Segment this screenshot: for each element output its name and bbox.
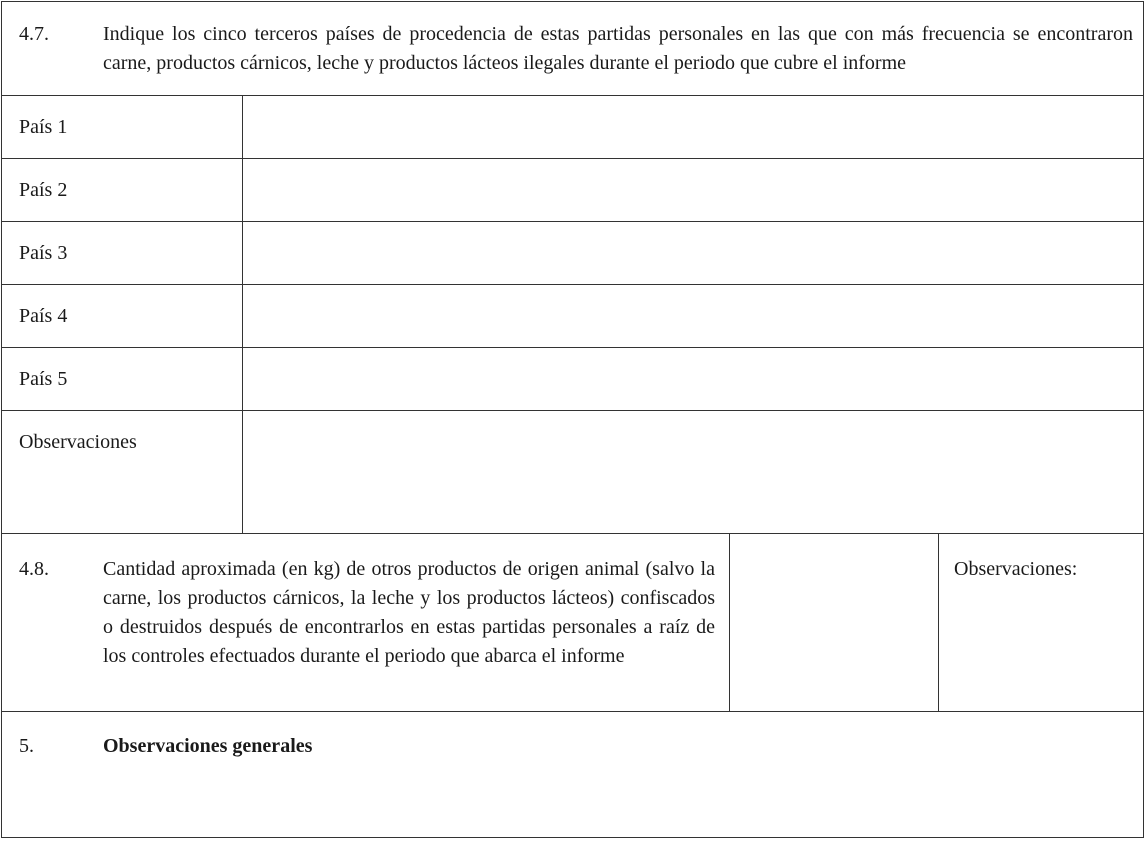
country-1-input[interactable]	[244, 95, 1143, 158]
country-row-label: País 5	[19, 368, 68, 390]
observations-input[interactable]	[244, 410, 1143, 533]
country-row-3	[2, 221, 1143, 284]
column-divider	[729, 533, 730, 711]
observations-label: Observaciones	[19, 431, 137, 453]
observations-row	[2, 410, 1143, 533]
section-4-8	[2, 533, 1143, 711]
country-row-2	[2, 158, 1143, 221]
general-observations-input[interactable]	[2, 771, 1143, 837]
column-divider	[938, 533, 939, 711]
country-row-5	[2, 347, 1143, 410]
section-5-title: Observaciones generales	[103, 735, 313, 757]
section-5-number: 5.	[19, 735, 34, 757]
country-2-input[interactable]	[244, 158, 1143, 221]
section-4-7-number: 4.7.	[19, 23, 49, 45]
section-4-8-question: Cantidad aproximada (en kg) de otros productos de origen animal (salvo la carne, los productos cárnicos, la leche y los productos lácteos) confiscados o destruidos después de encontrarlos en estas partidas personales a raíz de los controles efectuados durante el periodo que abarca el informe	[103, 558, 715, 667]
section-4-7-question: Indique los cinco terceros países de procedencia de estas partidas personales en las que con más frecuencia se encontraron carne, productos cárnicos, leche y productos lácteos ilegales durante el periodo que cubre el informe	[103, 23, 1133, 74]
country-row-label: País 1	[19, 116, 68, 138]
quantity-kg-input[interactable]	[731, 533, 938, 711]
country-row-label: País 2	[19, 179, 68, 201]
country-row-label: País 3	[19, 242, 68, 264]
section-4-8-number: 4.8.	[19, 558, 49, 580]
country-row-1	[2, 95, 1143, 158]
section-5	[2, 711, 1143, 837]
section-4-7-header	[2, 2, 1143, 95]
country-3-input[interactable]	[244, 221, 1143, 284]
country-5-input[interactable]	[244, 347, 1143, 410]
form-table	[1, 1, 1144, 838]
country-row-label: País 4	[19, 305, 68, 327]
country-row-4	[2, 284, 1143, 347]
section-4-8-observations-label: Observaciones:	[954, 558, 1078, 580]
country-4-input[interactable]	[244, 284, 1143, 347]
